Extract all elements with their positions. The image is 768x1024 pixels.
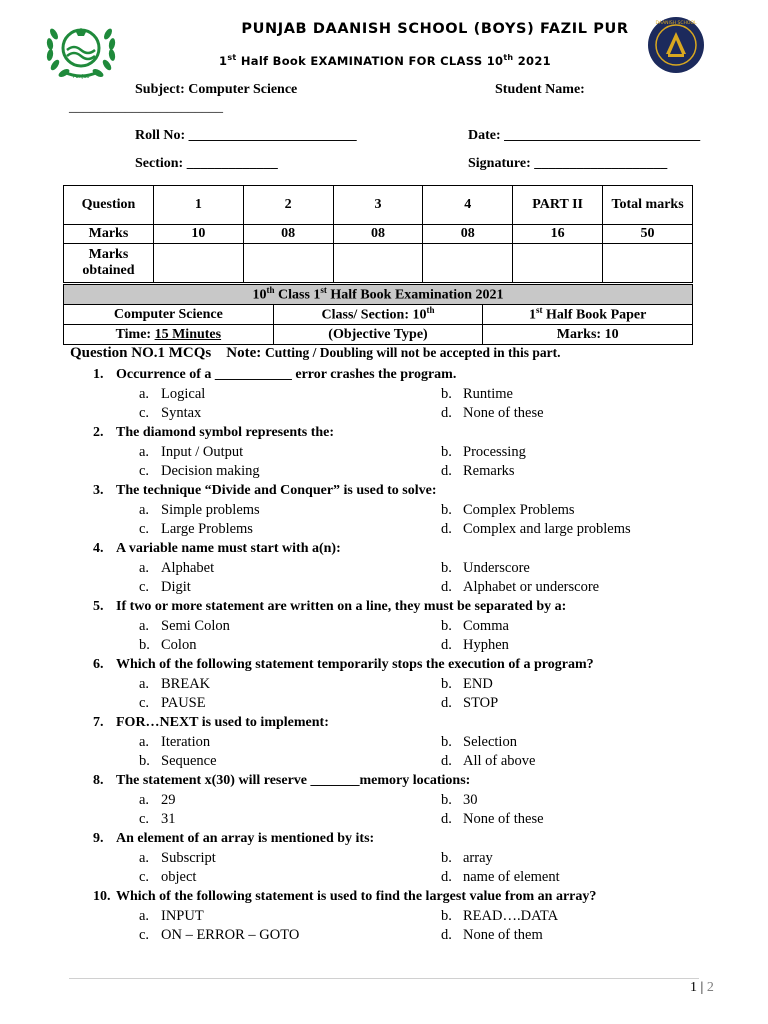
option-text: 29 [161,792,176,808]
question-number: 8. [93,773,104,788]
option-text: BREAK [161,676,211,692]
option-letter: a. [139,560,150,576]
table-cell: Marks [64,225,154,244]
answer-option[interactable] [139,676,210,693]
option-text: Hyphen [463,637,509,653]
table-header-cell: PART II [513,186,603,225]
answer-option[interactable] [441,637,509,654]
answer-option[interactable] [441,792,478,809]
option-letter: d. [441,811,452,827]
band-subject: Computer Science [64,305,274,325]
page-current: 1 [690,980,697,995]
question-stem: FOR…NEXT is used to implement: [116,715,329,730]
answer-option[interactable] [441,386,513,403]
answer-option[interactable] [441,850,493,867]
option-text: Logical [161,386,206,402]
option-letter: c. [139,695,150,711]
table-cell: Marks obtained [64,244,154,283]
option-text: Underscore [463,560,530,576]
band-class-section-sup: th [426,305,435,316]
marks-obtained-input[interactable] [333,244,423,283]
option-letter: d. [441,637,452,653]
note-label: Note: [226,345,262,361]
section-header [70,345,561,362]
option-text: END [463,676,493,692]
option-text: Digit [161,579,191,595]
band-title [64,285,693,305]
answer-option[interactable] [441,676,493,693]
option-letter: b. [441,618,452,634]
answer-option[interactable] [139,927,299,944]
option-text: Selection [463,734,517,750]
option-text: None of these [463,405,544,421]
option-text: Comma [463,618,509,634]
answer-option[interactable] [139,444,243,461]
question-text [93,541,341,557]
option-text: All of above [463,753,536,769]
answer-option[interactable] [139,521,253,538]
section-title: Question NO.1 MCQs [70,345,212,361]
option-text: None of these [463,811,544,827]
option-letter: a. [139,444,150,460]
question-number: 6. [93,657,104,672]
option-letter: c. [139,463,150,479]
question-stem: The technique “Divide and Conquer” is used to solve: [116,483,437,498]
option-text: array [463,850,493,866]
answer-option[interactable] [441,560,530,577]
option-letter: a. [139,386,150,402]
band-title-part: Class 1 [274,287,321,303]
option-text: Processing [463,444,526,460]
answer-option[interactable] [441,695,498,712]
question-stem: The diamond symbol represents the: [116,425,335,440]
option-letter: a. [139,792,150,808]
question-number: 2. [93,425,104,440]
answer-option[interactable] [139,463,260,480]
question-text [93,367,456,383]
question-stem: A variable name must start with a(n): [116,541,341,556]
marks-obtained-input[interactable] [513,244,603,283]
option-letter: d. [441,463,452,479]
answer-option[interactable] [441,618,509,635]
option-letter: b. [139,637,150,653]
option-letter: d. [441,579,452,595]
band-type: (Objective Type) [273,325,483,345]
option-text: Semi Colon [161,618,230,634]
table-cell: 10 [153,225,243,244]
band-title-part: 10 [252,287,267,303]
table-header-cell: Question [64,186,154,225]
band-class-section-text: Class/ Section: 10 [321,307,427,323]
question-stem: Which of the following statement temporarily stops the execution of a program? [116,657,594,672]
page-total: 2 [706,980,714,995]
question-text [93,773,470,789]
answer-option[interactable] [139,695,206,712]
question-text [93,657,594,673]
option-text: None of them [463,927,543,943]
table-cell: 08 [423,225,513,244]
band-paper-part: Half Book Paper [542,307,647,323]
option-text: Subscript [161,850,216,866]
option-text: Remarks [463,463,515,479]
answer-option[interactable] [441,405,544,422]
answer-option[interactable] [139,811,176,828]
answer-option[interactable] [441,927,543,944]
question-text [93,831,374,847]
option-letter: b. [441,908,452,924]
option-text: Alphabet or underscore [463,579,600,595]
option-letter: b. [441,850,452,866]
band-paper-part: 1 [529,307,536,323]
question-text [93,715,329,731]
answer-option[interactable] [441,444,526,461]
answer-option[interactable] [441,811,544,828]
option-text: Iteration [161,734,211,750]
question-stem: If two or more statement are written on a line, they must be separated by a: [116,599,567,614]
option-letter: a. [139,734,150,750]
question-text [93,889,596,905]
option-letter: a. [139,502,150,518]
option-text: STOP [463,695,499,711]
option-text: ON – ERROR – GOTO [161,927,300,943]
option-text: Colon [161,637,197,653]
question-stem: An element of an array is mentioned by its: [116,831,375,846]
answer-option[interactable] [139,753,217,770]
option-letter: a. [139,618,150,634]
option-text: Large Problems [161,521,253,537]
table-cell: 08 [243,225,333,244]
student-name-field[interactable]: ______________________ [69,100,223,115]
footer-divider [69,978,699,979]
answer-option[interactable] [139,405,201,422]
exam-title-part: 1 [219,53,228,68]
question-stem: The statement x(30) will reserve _______memory locations: [116,773,471,788]
option-text: Alphabet [161,560,215,576]
option-letter: b. [441,502,452,518]
paper-info-band [63,284,693,345]
table-cell: 08 [333,225,423,244]
option-letter: c. [139,405,150,421]
option-text: Decision making [161,463,260,479]
roll-no-field[interactable]: Roll No: ________________________ [135,128,357,143]
option-letter: c. [139,811,150,827]
answer-option[interactable] [139,386,205,403]
table-header-cell: 4 [423,186,513,225]
answer-option[interactable] [441,753,535,770]
question-number: 10. [93,889,111,904]
date-field[interactable]: Date: ____________________________ [468,128,701,143]
band-time-value: 15 Minutes [154,326,222,342]
option-letter: c. [139,869,150,885]
question-stem: Which of the following statement is used to find the largest value from an array? [116,889,597,904]
answer-option[interactable] [441,908,558,925]
option-text: PAUSE [161,695,206,711]
option-letter: b. [441,386,452,402]
band-title-sup: th [266,285,275,296]
option-letter: d. [441,405,452,421]
option-text: Input / Output [161,444,244,460]
answer-option[interactable] [441,521,631,538]
exam-title-sup: th [503,53,514,62]
option-letter: b. [441,444,452,460]
option-letter: c. [139,521,150,537]
table-cell: 16 [513,225,603,244]
band-time-label: Time: [115,326,155,342]
marks-obtained-row [64,244,693,283]
answer-option[interactable] [441,579,599,596]
option-letter: b. [139,753,150,769]
student-name-label: Student Name: [495,82,585,97]
subject-label: Subject: Computer Science [135,82,298,97]
answer-option[interactable] [139,618,230,635]
table-header-cell: Total marks [603,186,693,225]
option-letter: b. [441,734,452,750]
answer-option[interactable] [139,869,196,886]
option-letter: d. [441,753,452,769]
page-separator: | [697,980,707,995]
exam-title-sup: st [227,53,237,62]
answer-option[interactable] [139,637,196,654]
option-letter: c. [139,579,150,595]
option-letter: a. [139,676,150,692]
option-letter: d. [441,521,452,537]
marks-obtained-input[interactable] [603,244,693,283]
marks-table-header-row [64,186,693,225]
option-letter: b. [441,676,452,692]
punjab-logo-text: Punjab [72,74,90,80]
question-text [93,425,334,441]
answer-option[interactable] [139,908,204,925]
band-paper-sup: st [536,305,543,316]
option-text: Simple problems [161,502,260,518]
exam-title [0,53,768,68]
daanish-crest-text: DAANISH SCHOOL [655,21,697,26]
answer-option[interactable] [441,463,515,480]
option-letter: d. [441,695,452,711]
band-title-sup: st [320,285,327,296]
question-number: 3. [93,483,104,498]
question-number: 5. [93,599,104,614]
option-letter: b. [441,560,452,576]
option-text: READ….DATA [463,908,559,924]
note-text: Cutting / Doubling will not be accepted in this part. [265,345,561,360]
option-text: object [161,869,197,885]
answer-option[interactable] [139,850,216,867]
answer-option[interactable] [139,734,210,751]
marks-row [64,225,693,244]
option-text: INPUT [161,908,204,924]
answer-option[interactable] [441,869,560,886]
option-letter: b. [441,792,452,808]
option-text: Sequence [161,753,217,769]
answer-option[interactable] [139,560,214,577]
option-letter: a. [139,850,150,866]
option-text: 30 [463,792,478,808]
question-number: 9. [93,831,104,846]
option-letter: d. [441,869,452,885]
answer-option[interactable] [139,502,260,519]
page-number [690,980,714,996]
question-text [93,599,566,615]
question-number: 7. [93,715,104,730]
option-text: Complex Problems [463,502,575,518]
table-header-cell: 1 [153,186,243,225]
option-text: Complex and large problems [463,521,631,537]
marks-obtained-input[interactable] [243,244,333,283]
option-letter: a. [139,908,150,924]
marks-obtained-input[interactable] [423,244,513,283]
question-text [93,483,436,499]
band-paper [483,305,693,325]
answer-option[interactable] [139,579,191,596]
option-letter: d. [441,927,452,943]
answer-option[interactable] [139,792,176,809]
band-title-part: Half Book Examination 2021 [326,287,504,303]
band-marks: Marks: 10 [483,325,693,345]
question-stem: Occurrence of a ___________ error crashes the program. [116,367,457,382]
table-cell: 50 [603,225,693,244]
question-number: 1. [93,367,104,382]
school-name: PUNJAB DAANISH SCHOOL (BOYS) FAZIL PUR [241,21,629,37]
answer-option[interactable] [441,502,575,519]
option-text: Syntax [161,405,202,421]
option-text: 31 [161,811,176,827]
band-time [64,325,274,345]
question-number: 4. [93,541,104,556]
option-text: name of element [463,869,560,885]
marks-table [63,185,693,283]
answer-option[interactable] [441,734,517,751]
section-field[interactable]: Section: _____________ [135,156,278,171]
option-text: Runtime [463,386,513,402]
table-header-cell: 2 [243,186,333,225]
option-letter: c. [139,927,150,943]
band-class-section [273,305,483,325]
marks-obtained-input[interactable] [153,244,243,283]
exam-title-year: 2021 [513,53,551,68]
signature-field[interactable]: Signature: ___________________ [468,156,668,171]
table-header-cell: 3 [333,186,423,225]
exam-title-part: Half Book EXAMINATION FOR CLASS 10 [236,53,504,68]
